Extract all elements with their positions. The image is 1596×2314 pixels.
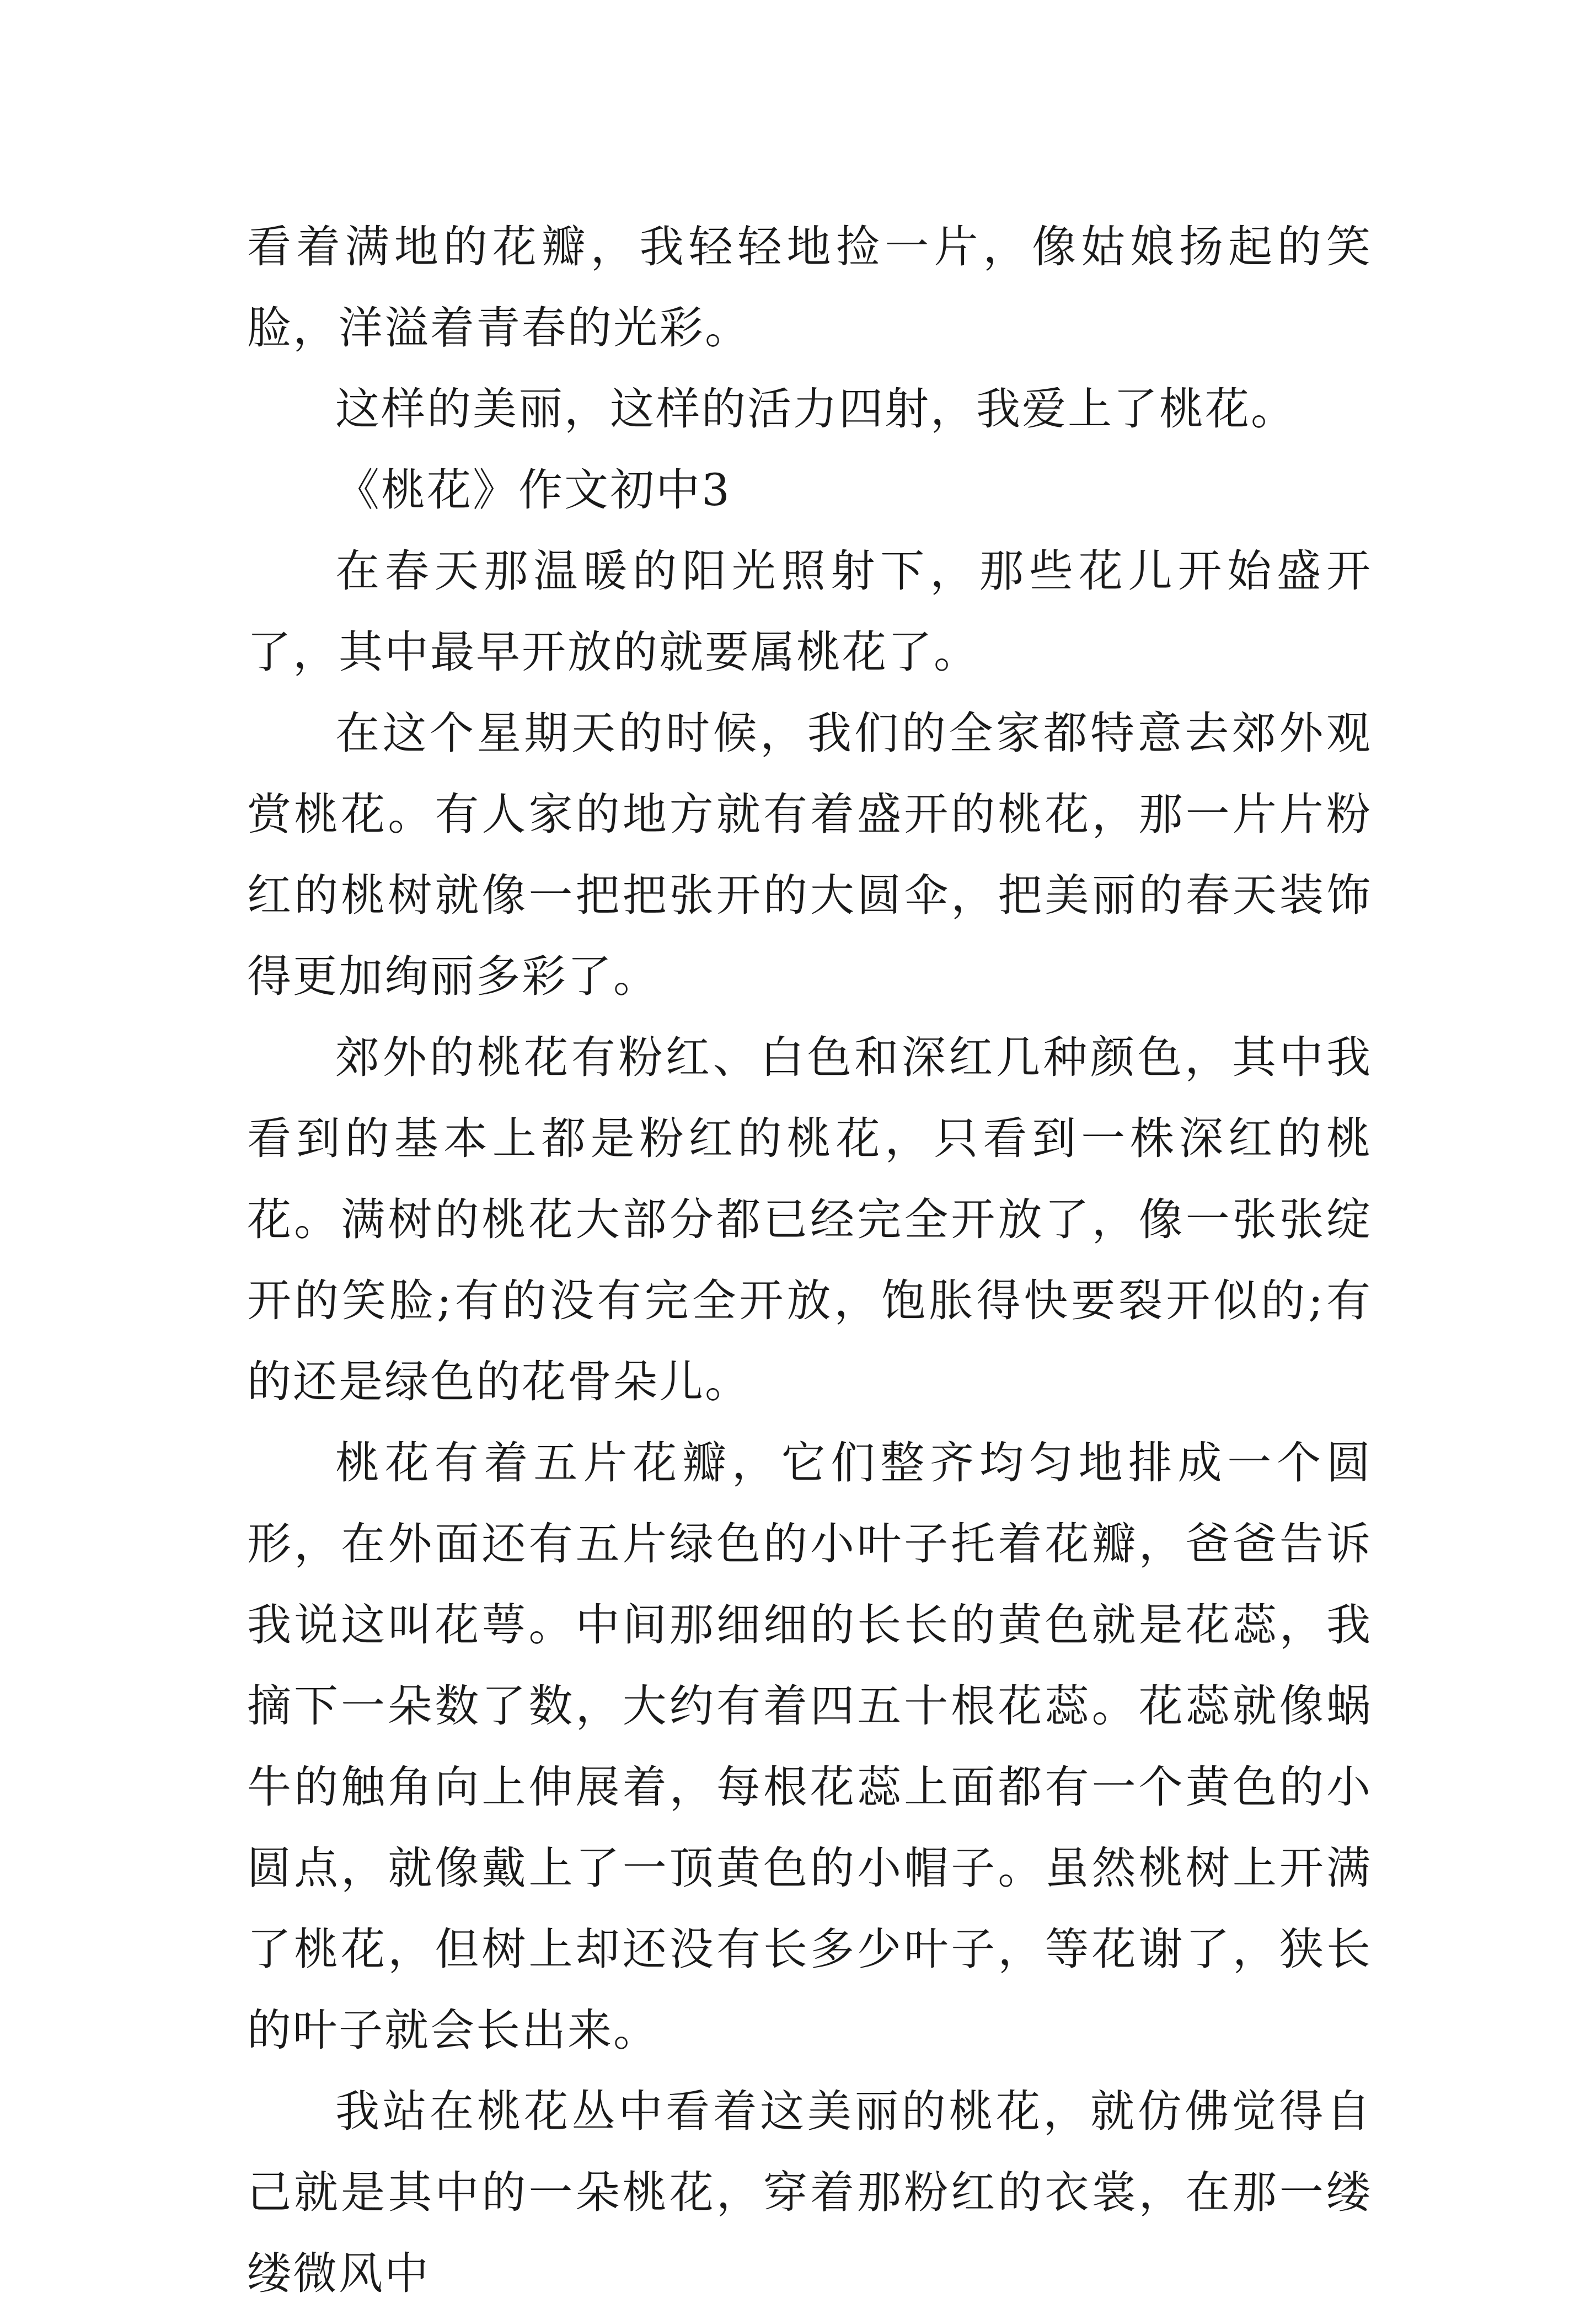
paragraph: 这样的美丽，这样的活力四射，我爱上了桃花。: [335, 383, 1297, 435]
paragraph: 在这个星期天的时候，我们的全家都特意去郊外观赏桃花。有人家的地方就有着盛开的桃花，那一片片粉红的桃树就像一把把张开的大圆伞，把美丽的春天装饰得更加绚丽多彩了。: [247, 708, 1372, 1002]
section-heading: 《桃花》作文初中3: [335, 464, 731, 516]
paragraph: 郊外的桃花有粉红、白色和深红几种颜色，其中我看到的基本上都是粉红的桃花，只看到一株深红的桃花。满树的桃花大部分都已经完全开放了，像一张张绽开的笑脸;有的没有完全开放，饱胀得快要裂开似的;有的还是绿色的花骨朵儿。: [247, 1032, 1372, 1407]
paragraph: 我站在桃花丛中看着这美丽的桃花，就仿佛觉得自己就是其中的一朵桃花，穿着那粉红的衣裳，在那一缕缕微风中: [247, 2086, 1372, 2299]
paragraph: 看着满地的花瓣，我轻轻地捡一片，像姑娘扬起的笑脸，洋溢着青春的光彩。: [247, 221, 1372, 353]
document-body: [247, 206, 1372, 2314]
paragraph: 在春天那温暖的阳光照射下，那些花儿开始盛开了，其中最早开放的就要属桃花了。: [247, 545, 1372, 678]
paragraph: 桃花有着五片花瓣，它们整齐均匀地排成一个圆形，在外面还有五片绿色的小叶子托着花瓣，爸爸告诉我说这叫花萼。中间那细细的长长的黄色就是花蕊，我摘下一朵数了数，大约有着四五十根花蕊。花蕊就像蜗牛的触角向上伸展着，每根花蕊上面都有一个黄色的小圆点，就像戴上了一顶黄色的小帽子。虽然桃树上开满了桃花，但树上却还没有长多少叶子，等花谢了，狭长的叶子就会长出来。: [247, 1437, 1372, 2056]
